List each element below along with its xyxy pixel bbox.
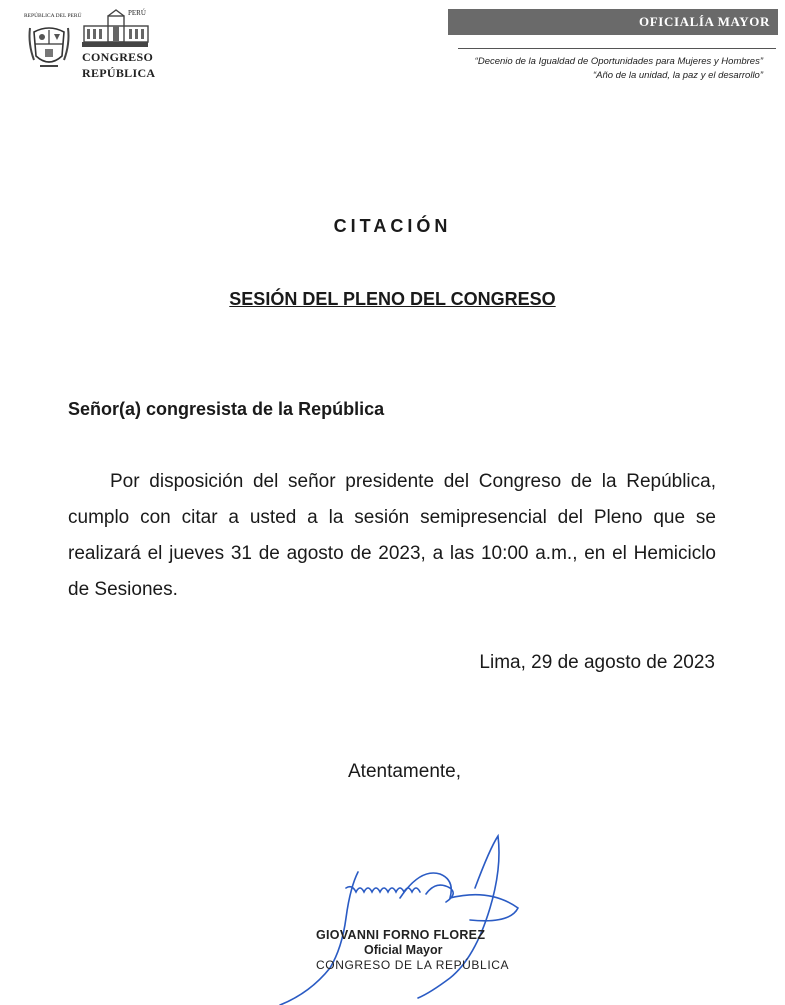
logo-line-congreso: CONGRESO (82, 50, 154, 64)
office-banner (448, 9, 778, 35)
office-title: OFICIALÍA MAYOR (639, 14, 770, 29)
date-line: Lima, 29 de agosto de 2023 (479, 652, 715, 673)
logo-line-republica: REPÚBLICA (82, 66, 156, 80)
document-title: CITACIÓN (333, 216, 452, 236)
header-divider (458, 48, 776, 49)
closing: Atentamente, (348, 761, 462, 782)
peru-coat-of-arms-icon (26, 14, 72, 74)
body-paragraph: Por disposición del señor presidente del Congreso de la República, cumplo con citar a usted a la sesión semipresencial del Pleno que se realizará el jueves 31 de agosto de 2023, a las 10:00 a.m., en el Hemiciclo de Sesiones. (68, 471, 716, 600)
handwritten-signature-icon (250, 828, 540, 1005)
shield-arc-text: REPÚBLICA DEL PERÚ (24, 13, 82, 19)
decenio-motto: “Decenio de la Igualdad de Oportunidades para Mujeres y Hombres” (474, 56, 763, 67)
signer-role: Oficial Mayor (364, 943, 443, 957)
year-motto: “Año de la unidad, la paz y el desarrollo” (592, 70, 763, 81)
document-subtitle: SESIÓN DEL PLENO DEL CONGRESO (229, 289, 556, 309)
salutation: Señor(a) congresista de la República (68, 399, 385, 419)
signer-name: GIOVANNI FORNO FLOREZ (316, 928, 486, 942)
signer-organization: CONGRESO DE LA REPÚBLICA (316, 958, 510, 972)
logo-country-text: PERÚ (128, 9, 146, 17)
